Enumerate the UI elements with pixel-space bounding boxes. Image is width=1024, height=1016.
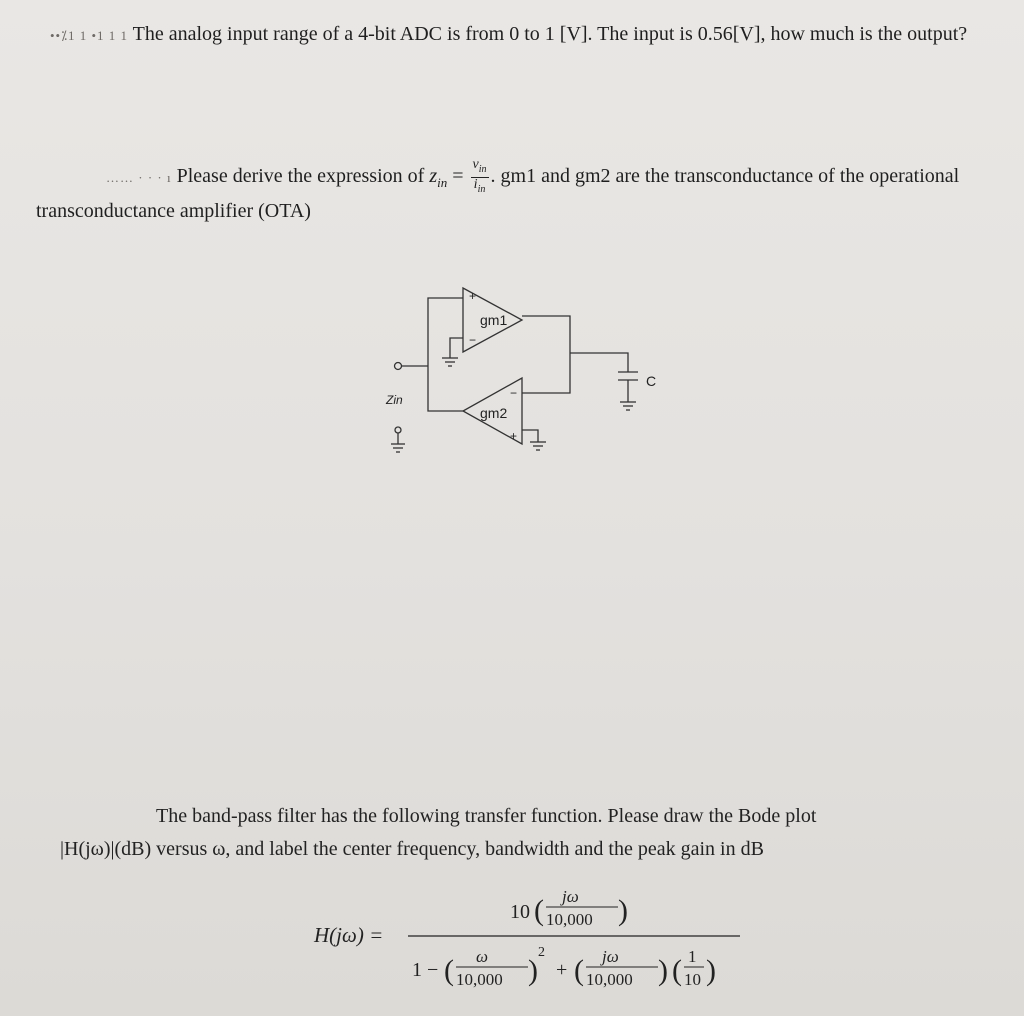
question-2-text-before: Please derive the expression of	[176, 164, 430, 187]
numerator-jw: jω	[562, 887, 579, 906]
ota-gm1-plus: +	[469, 289, 477, 303]
svg-text:): )	[658, 954, 668, 987]
question-3-line-1: The band-pass filter has the following transfer function. Please draw the Bode plot	[156, 805, 817, 827]
svg-text:): )	[618, 894, 628, 927]
numerator-coefficient: 10	[510, 901, 530, 923]
formula-lhs: H(jω) =	[314, 923, 384, 947]
svg-text:): )	[528, 954, 538, 987]
square-exponent: 2	[538, 945, 545, 960]
svg-text:(: (	[574, 954, 584, 987]
svg-text:(: (	[444, 954, 454, 987]
question-1-prefix: ••⁒1 1 •1 1 1	[50, 28, 128, 43]
equals-sign: =	[447, 164, 469, 187]
ota-gm1-label: gm1	[480, 312, 508, 328]
ota-gm1-minus: −	[469, 333, 477, 347]
capacitor-label: C	[646, 373, 657, 389]
fraction-one: 1	[688, 947, 697, 966]
zin-port-label: Zin	[386, 393, 403, 407]
denominator-one-minus: 1 −	[412, 959, 439, 981]
question-1-text: The analog input range of a 4-bit ADC is from 0 to 1 [V]. The input is 0.56[V], how much is the output?	[132, 23, 968, 45]
plus-sign: +	[556, 959, 568, 981]
question-2-text-after: . gm1 and gm2 are the transconductance of the operational transconductance amplifier (OTA)	[36, 164, 960, 222]
question-3	[60, 800, 980, 866]
numerator-denominator: 10,000	[546, 910, 593, 929]
question-2-prefix: …… · · · ı	[106, 169, 172, 185]
fraction-ten: 10	[684, 970, 701, 989]
zin-symbol: $z_{in}$	[429, 164, 448, 190]
question-2	[36, 158, 996, 225]
vin-over-iin-fraction: $\frac{v_{in}}{i_{in}}$	[472, 157, 487, 195]
svg-text:(: (	[672, 954, 682, 987]
denominator-const-2: 10,000	[586, 970, 633, 989]
ota-gm2-label: gm2	[480, 405, 508, 421]
svg-text:): )	[706, 954, 716, 987]
ota-gm2-plus: +	[510, 429, 518, 443]
question-1	[36, 20, 996, 50]
question-3-line-2: |H(jω)|(dB) versus ω, and label the center frequency, bandwidth and the peak gain in dB	[60, 838, 764, 860]
denominator-const-1: 10,000	[456, 970, 503, 989]
svg-text:(: (	[534, 894, 544, 927]
transfer-function-formula	[300, 880, 760, 1000]
denominator-jw: jω	[602, 947, 619, 966]
ota-circuit-diagram	[380, 280, 680, 480]
denominator-w: ω	[476, 947, 489, 966]
ota-gm2-minus: −	[510, 386, 518, 400]
